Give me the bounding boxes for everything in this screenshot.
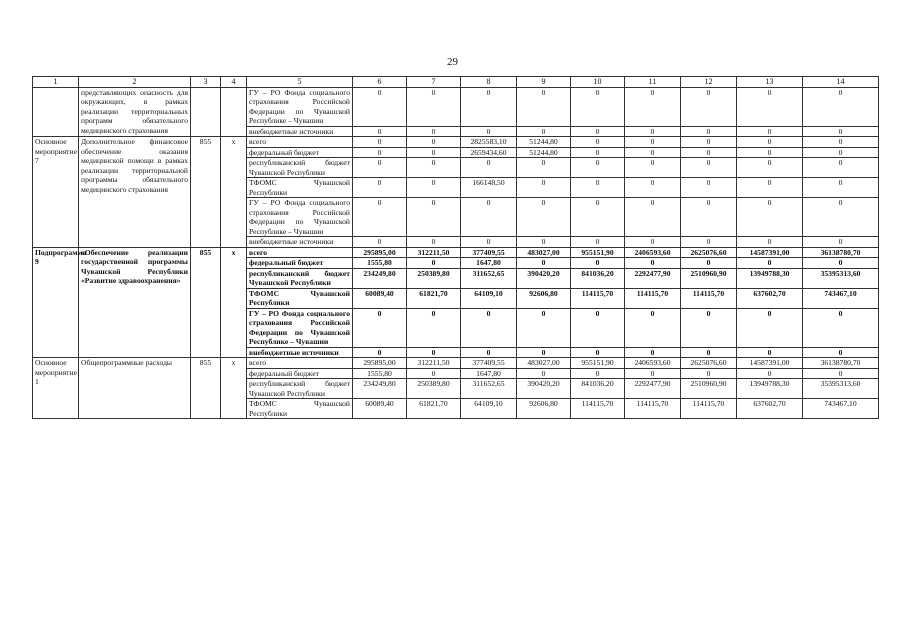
amount-cell: 36138780,70 — [803, 247, 879, 257]
row-group-code — [33, 88, 79, 137]
amount-cell: 13949788,30 — [737, 379, 803, 399]
amount-cell: 1555,80 — [353, 258, 407, 268]
row-group-marker: х — [221, 247, 247, 357]
row-group-code: Подпрограмма 9 — [33, 247, 79, 357]
amount-cell: 311652,65 — [461, 379, 517, 399]
amount-cell: 0 — [681, 237, 737, 247]
header-cell: 8 — [461, 77, 517, 88]
amount-cell: 0 — [571, 308, 625, 347]
amount-cell: 0 — [681, 88, 737, 127]
amount-cell: 955151,90 — [571, 358, 625, 368]
amount-cell: 60089,40 — [353, 399, 407, 419]
header-cell: 9 — [517, 77, 571, 88]
amount-cell: 0 — [353, 178, 407, 198]
amount-cell: 250389,80 — [407, 379, 461, 399]
header-cell: 14 — [803, 77, 879, 88]
amount-cell: 0 — [737, 178, 803, 198]
amount-cell: 0 — [407, 88, 461, 127]
amount-cell: 0 — [571, 178, 625, 198]
amount-cell: 0 — [681, 368, 737, 378]
amount-cell: 0 — [571, 237, 625, 247]
amount-cell: 0 — [571, 126, 625, 136]
amount-cell: 114115,70 — [571, 399, 625, 419]
table-row — [33, 358, 879, 368]
amount-cell: 0 — [803, 126, 879, 136]
header-cell: 1 — [33, 77, 79, 88]
amount-cell: 841036,20 — [571, 268, 625, 288]
header-cell: 13 — [737, 77, 803, 88]
amount-cell: 0 — [803, 308, 879, 347]
funding-source-cell: ТФОМС Чувашской Республики — [247, 399, 353, 419]
amount-cell: 0 — [737, 158, 803, 178]
amount-cell: 0 — [461, 237, 517, 247]
amount-cell: 2625076,60 — [681, 247, 737, 257]
amount-cell: 14587391,00 — [737, 247, 803, 257]
amount-cell: 0 — [625, 258, 681, 268]
amount-cell: 0 — [625, 178, 681, 198]
row-group-name: «Обеспечение реализации государственной программы Чувашской Республики «Развитие здравоохранения» — [79, 247, 191, 357]
funding-source-cell: ТФОМС Чувашской Республики — [247, 178, 353, 198]
amount-cell: 0 — [681, 347, 737, 357]
amount-cell: 295895,00 — [353, 247, 407, 257]
amount-cell: 0 — [803, 147, 879, 157]
row-group-code: Основное мероприятие 7 — [33, 137, 79, 247]
amount-cell: 114115,70 — [681, 399, 737, 419]
amount-cell: 841036,20 — [571, 379, 625, 399]
amount-cell: 2406593,60 — [625, 247, 681, 257]
amount-cell: 0 — [353, 147, 407, 157]
amount-cell: 114115,70 — [625, 399, 681, 419]
amount-cell: 0 — [571, 158, 625, 178]
amount-cell: 637602,70 — [737, 399, 803, 419]
amount-cell: 234249,80 — [353, 268, 407, 288]
amount-cell: 0 — [681, 198, 737, 237]
amount-cell: 295895,00 — [353, 358, 407, 368]
funding-source-cell: республиканский бюджет Чувашской Республики — [247, 158, 353, 178]
row-group-code: Основное мероприятие 1 — [33, 358, 79, 419]
amount-cell: 0 — [625, 368, 681, 378]
funding-source-cell: ГУ – РО Фонда социального страхования Российской Федерации по Чувашской Республике – Чувашии — [247, 198, 353, 237]
amount-cell: 64109,10 — [461, 399, 517, 419]
amount-cell: 2625076,60 — [681, 358, 737, 368]
amount-cell: 0 — [803, 237, 879, 247]
amount-cell: 0 — [517, 158, 571, 178]
amount-cell: 390420,20 — [517, 379, 571, 399]
amount-cell: 0 — [407, 137, 461, 147]
budget-table — [32, 76, 879, 419]
amount-cell: 0 — [571, 147, 625, 157]
amount-cell: 1647,80 — [461, 368, 517, 378]
amount-cell: 0 — [353, 137, 407, 147]
amount-cell: 0 — [407, 147, 461, 157]
amount-cell: 0 — [625, 88, 681, 127]
amount-cell: 0 — [353, 308, 407, 347]
amount-cell: 0 — [803, 178, 879, 198]
amount-cell: 0 — [461, 126, 517, 136]
header-cell: 6 — [353, 77, 407, 88]
amount-cell: 1555,80 — [353, 368, 407, 378]
amount-cell: 377409,55 — [461, 358, 517, 368]
funding-source-cell: всего — [247, 137, 353, 147]
amount-cell: 61821,70 — [407, 399, 461, 419]
amount-cell: 0 — [461, 308, 517, 347]
table-row — [33, 137, 879, 147]
amount-cell: 0 — [407, 198, 461, 237]
funding-source-cell: внебюджетные источники — [247, 237, 353, 247]
amount-cell: 0 — [407, 126, 461, 136]
amount-cell: 483027,00 — [517, 247, 571, 257]
amount-cell: 92606,80 — [517, 399, 571, 419]
amount-cell: 0 — [571, 88, 625, 127]
amount-cell: 0 — [803, 88, 879, 127]
amount-cell: 2510960,90 — [681, 379, 737, 399]
amount-cell: 14587391,00 — [737, 358, 803, 368]
amount-cell: 0 — [353, 347, 407, 357]
amount-cell: 0 — [737, 347, 803, 357]
amount-cell: 1647,80 — [461, 258, 517, 268]
header-cell: 3 — [191, 77, 221, 88]
amount-cell: 0 — [517, 308, 571, 347]
amount-cell: 0 — [803, 258, 879, 268]
table-header-row — [33, 77, 879, 88]
amount-cell: 0 — [625, 126, 681, 136]
amount-cell: 0 — [737, 308, 803, 347]
funding-source-cell: ГУ – РО Фонда социального страхования Российской Федерации по Чувашской Республике – Чувашии — [247, 308, 353, 347]
amount-cell: 35395313,60 — [803, 379, 879, 399]
amount-cell: 35395313,60 — [803, 268, 879, 288]
header-cell: 7 — [407, 77, 461, 88]
amount-cell: 637602,70 — [737, 288, 803, 308]
amount-cell: 92606,80 — [517, 288, 571, 308]
amount-cell: 61821,70 — [407, 288, 461, 308]
funding-source-cell: федеральный бюджет — [247, 368, 353, 378]
amount-cell: 0 — [517, 368, 571, 378]
amount-cell: 0 — [571, 198, 625, 237]
amount-cell: 0 — [571, 347, 625, 357]
amount-cell: 0 — [737, 147, 803, 157]
row-group-name: представляющих опасность для окружающих, в рамках реализации территориальных программ обязательного медицинского страхования — [79, 88, 191, 137]
amount-cell: 0 — [407, 237, 461, 247]
amount-cell: 955151,90 — [571, 247, 625, 257]
row-group-name: Дополнительное финансовое обеспечение оказания медицинской помощи в рамках реализации территориальной программы обязательного медицинского страхования — [79, 137, 191, 247]
amount-cell: 0 — [517, 178, 571, 198]
amount-cell: 2659434,60 — [461, 147, 517, 157]
amount-cell: 0 — [737, 237, 803, 247]
amount-cell: 2292477,90 — [625, 379, 681, 399]
amount-cell: 0 — [737, 88, 803, 127]
amount-cell: 0 — [803, 198, 879, 237]
amount-cell: 36138780,70 — [803, 358, 879, 368]
amount-cell: 0 — [407, 258, 461, 268]
amount-cell: 311652,65 — [461, 268, 517, 288]
amount-cell: 0 — [517, 126, 571, 136]
amount-cell: 0 — [681, 137, 737, 147]
amount-cell: 0 — [737, 258, 803, 268]
amount-cell: 743467,10 — [803, 288, 879, 308]
amount-cell: 0 — [353, 198, 407, 237]
amount-cell: 0 — [353, 237, 407, 247]
amount-cell: 2406593,60 — [625, 358, 681, 368]
funding-source-cell: ТФОМС Чувашской Республики — [247, 288, 353, 308]
amount-cell: 0 — [461, 158, 517, 178]
amount-cell: 390420,20 — [517, 268, 571, 288]
header-cell: 12 — [681, 77, 737, 88]
header-cell: 2 — [79, 77, 191, 88]
amount-cell: 0 — [353, 158, 407, 178]
amount-cell: 312211,50 — [407, 247, 461, 257]
amount-cell: 0 — [625, 137, 681, 147]
amount-cell: 0 — [407, 158, 461, 178]
amount-cell: 64109,10 — [461, 288, 517, 308]
header-cell: 11 — [625, 77, 681, 88]
amount-cell: 0 — [625, 147, 681, 157]
amount-cell: 0 — [461, 347, 517, 357]
amount-cell: 0 — [571, 137, 625, 147]
amount-cell: 0 — [407, 347, 461, 357]
funding-source-cell: всего — [247, 247, 353, 257]
amount-cell: 0 — [353, 126, 407, 136]
amount-cell: 0 — [803, 368, 879, 378]
amount-cell: 0 — [517, 198, 571, 237]
amount-cell: 0 — [353, 88, 407, 127]
amount-cell: 0 — [737, 126, 803, 136]
amount-cell: 114115,70 — [625, 288, 681, 308]
funding-source-cell: внебюджетные источники — [247, 126, 353, 136]
header-cell: 4 — [221, 77, 247, 88]
amount-cell: 0 — [461, 88, 517, 127]
amount-cell: 0 — [681, 158, 737, 178]
funding-source-cell: федеральный бюджет — [247, 147, 353, 157]
funding-source-cell: федеральный бюджет — [247, 258, 353, 268]
row-group-grbs — [191, 88, 221, 137]
amount-cell: 0 — [737, 137, 803, 147]
amount-cell: 0 — [407, 368, 461, 378]
amount-cell: 250389,80 — [407, 268, 461, 288]
funding-source-cell: республиканский бюджет Чувашской Республики — [247, 379, 353, 399]
amount-cell: 0 — [681, 147, 737, 157]
amount-cell: 114115,70 — [571, 288, 625, 308]
amount-cell: 51244,80 — [517, 137, 571, 147]
amount-cell: 0 — [625, 308, 681, 347]
amount-cell: 0 — [517, 88, 571, 127]
page-number: 29 — [447, 56, 458, 68]
amount-cell: 166148,50 — [461, 178, 517, 198]
amount-cell: 0 — [571, 258, 625, 268]
amount-cell: 0 — [625, 237, 681, 247]
amount-cell: 0 — [803, 347, 879, 357]
amount-cell: 0 — [517, 258, 571, 268]
amount-cell: 0 — [571, 368, 625, 378]
amount-cell: 13949788,30 — [737, 268, 803, 288]
amount-cell: 0 — [681, 258, 737, 268]
row-group-grbs: 855 — [191, 358, 221, 419]
amount-cell: 0 — [625, 158, 681, 178]
amount-cell: 483027,00 — [517, 358, 571, 368]
row-group-marker: х — [221, 358, 247, 419]
amount-cell: 2292477,90 — [625, 268, 681, 288]
funding-source-cell: республиканский бюджет Чувашской Республики — [247, 268, 353, 288]
header-cell: 5 — [247, 77, 353, 88]
amount-cell: 0 — [681, 178, 737, 198]
table-row — [33, 247, 879, 257]
funding-source-cell: ГУ – РО Фонда социального страхования Российской Федерации по Чувашской Республике – Чувашии — [247, 88, 353, 127]
amount-cell: 743467,10 — [803, 399, 879, 419]
row-group-marker: х — [221, 137, 247, 247]
header-cell: 10 — [571, 77, 625, 88]
amount-cell: 114115,70 — [681, 288, 737, 308]
amount-cell: 0 — [517, 237, 571, 247]
amount-cell: 0 — [407, 178, 461, 198]
row-group-grbs: 855 — [191, 137, 221, 247]
amount-cell: 234249,80 — [353, 379, 407, 399]
amount-cell: 51244,80 — [517, 147, 571, 157]
amount-cell: 60089,40 — [353, 288, 407, 308]
amount-cell: 2825583,10 — [461, 137, 517, 147]
amount-cell: 377409,55 — [461, 247, 517, 257]
amount-cell: 0 — [407, 308, 461, 347]
funding-source-cell: внебюджетные источники — [247, 347, 353, 357]
amount-cell: 0 — [625, 347, 681, 357]
amount-cell: 2510960,90 — [681, 268, 737, 288]
amount-cell: 0 — [681, 308, 737, 347]
amount-cell: 0 — [803, 158, 879, 178]
amount-cell: 0 — [803, 137, 879, 147]
amount-cell: 0 — [737, 198, 803, 237]
row-group-grbs: 855 — [191, 247, 221, 357]
amount-cell: 0 — [681, 126, 737, 136]
funding-source-cell: всего — [247, 358, 353, 368]
row-group-marker — [221, 88, 247, 137]
amount-cell: 312211,50 — [407, 358, 461, 368]
table-row — [33, 88, 879, 127]
amount-cell: 0 — [737, 368, 803, 378]
amount-cell: 0 — [517, 347, 571, 357]
amount-cell: 0 — [625, 198, 681, 237]
amount-cell: 0 — [461, 198, 517, 237]
row-group-name: Общепрограммные расходы — [79, 358, 191, 419]
